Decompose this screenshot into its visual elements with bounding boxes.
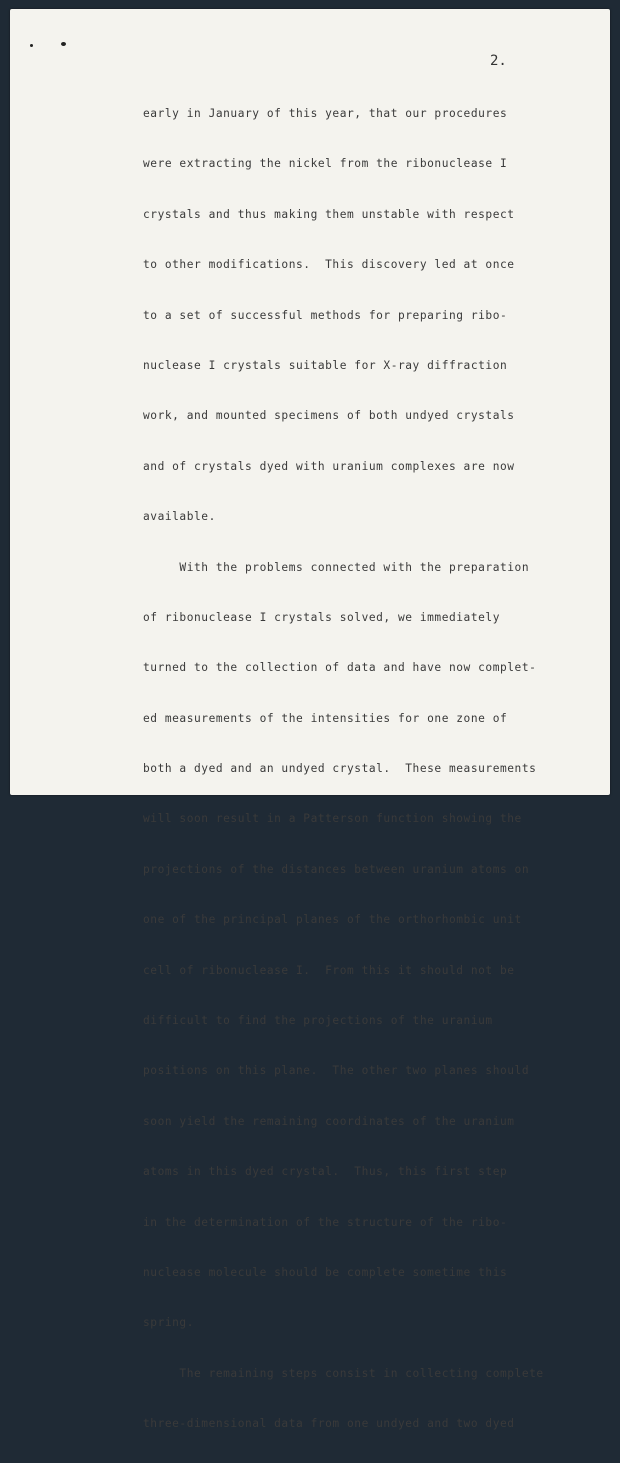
text-line: both a dyed and an undyed crystal. These measurements (143, 762, 537, 776)
text-line: soon yield the remaining coordinates of the uranium (143, 1114, 515, 1128)
text-line: of ribonuclease I crystals solved, we immediately (143, 610, 500, 624)
text-line: cell of ribonuclease I. From this it should not be (143, 963, 515, 977)
document-page (10, 9, 610, 1431)
text-line: were extracting the nickel from the ribonuclease I (143, 157, 508, 171)
text-line: and of crystals dyed with uranium complexes are now (143, 459, 515, 473)
text-line: projections of the distances between uranium atoms on (143, 862, 530, 876)
text-line: The remaining steps consist in collecting complete (143, 1366, 544, 1380)
text-line: turned to the collection of data and have now complet- (143, 661, 537, 675)
body-text (143, 76, 613, 1463)
text-line: crystals and thus making them unstable with respect (143, 207, 515, 221)
text-line: to a set of successful methods for preparing ribo- (143, 308, 508, 322)
text-line: available. (143, 510, 216, 524)
text-line: spring. (143, 1316, 194, 1330)
text-line: ed measurements of the intensities for one zone of (143, 711, 508, 725)
page-number: 2. (490, 53, 507, 69)
text-line: With the problems connected with the preparation (143, 560, 530, 574)
text-line: to other modifications. This discovery led at once (143, 258, 515, 272)
punch-mark-right (61, 42, 66, 46)
text-line: difficult to find the projections of the uranium (143, 1014, 493, 1028)
text-line: three-dimensional data from one undyed and two dyed (143, 1417, 515, 1431)
text-line: early in January of this year, that our procedures (143, 107, 508, 120)
text-line: positions on this plane. The other two planes should (143, 1064, 530, 1078)
text-line: in the determination of the structure of the ribo- (143, 1215, 508, 1229)
punch-mark-left (30, 44, 33, 47)
text-line: nuclease molecule should be complete sometime this (143, 1265, 508, 1279)
text-line: nuclease I crystals suitable for X-ray diffraction (143, 358, 508, 372)
text-line: one of the principal planes of the orthorhombic unit (143, 913, 522, 927)
text-line: work, and mounted specimens of both undyed crystals (143, 409, 515, 423)
text-line: will soon result in a Patterson function showing the (143, 812, 522, 826)
text-line: atoms in this dyed crystal. Thus, this first step (143, 1165, 508, 1179)
